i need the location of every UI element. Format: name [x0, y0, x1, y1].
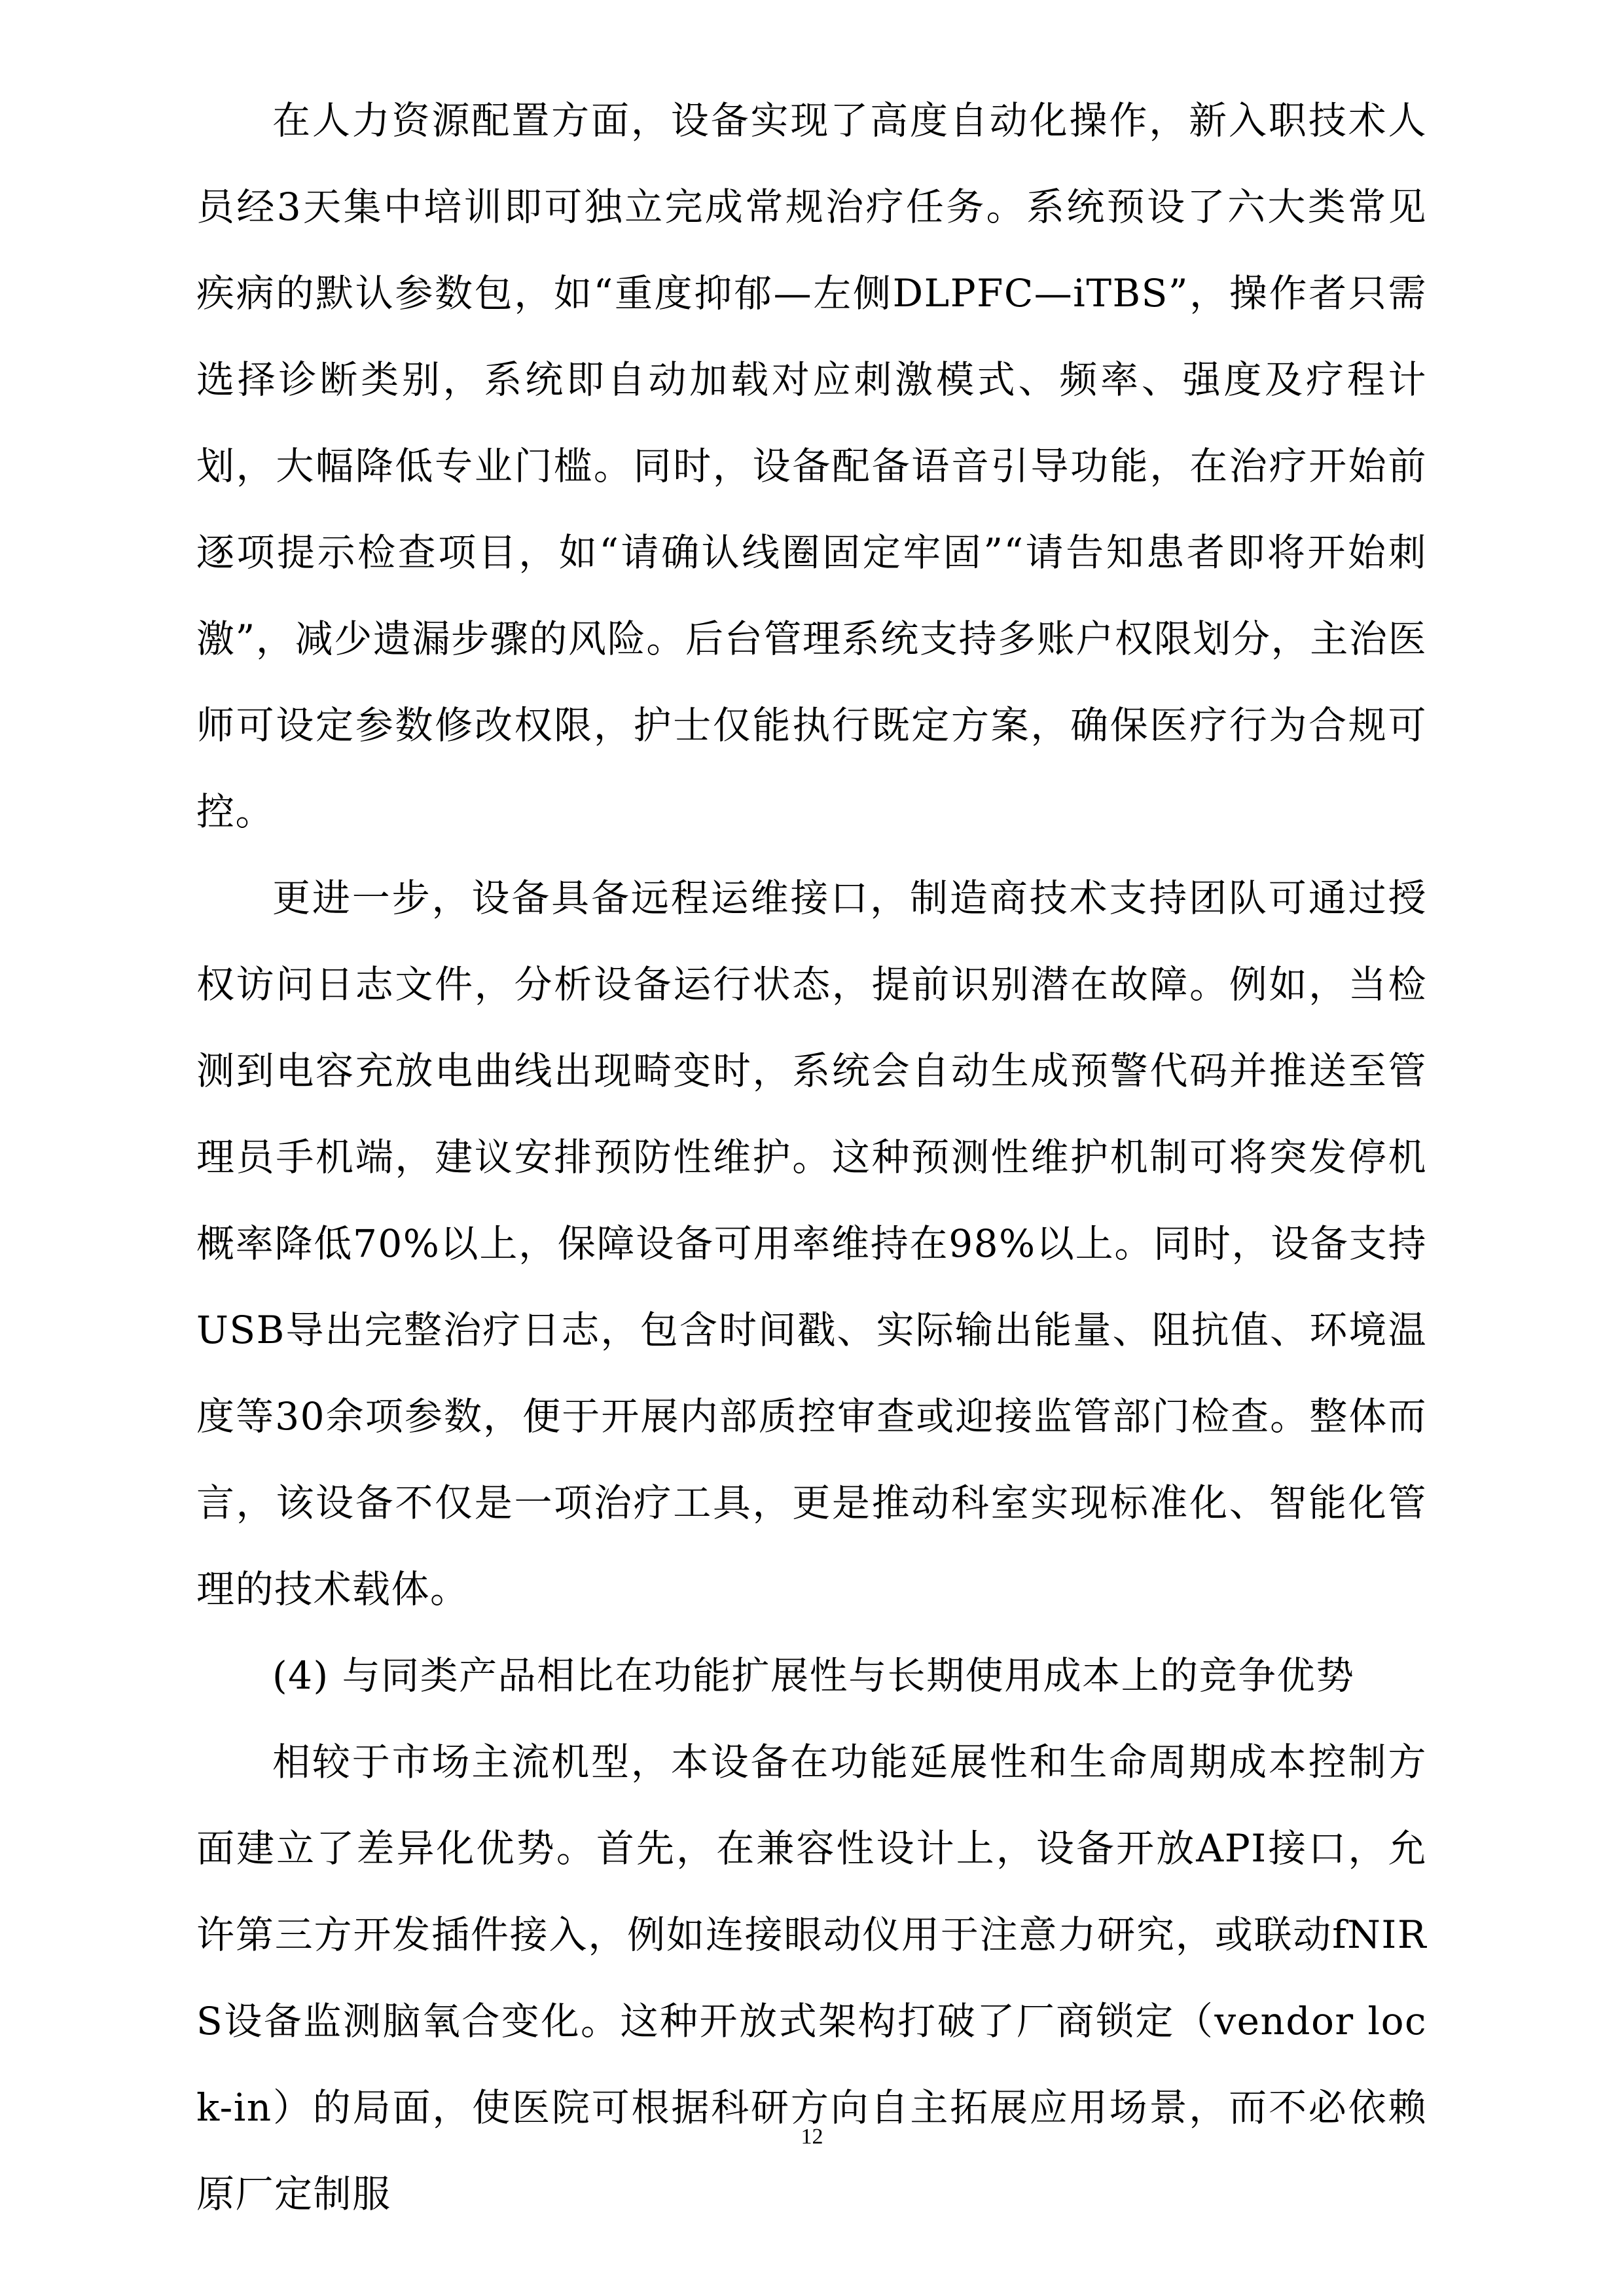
page-number: 12	[801, 2125, 823, 2149]
paragraph-staffing: 在人力资源配置方面，设备实现了高度自动化操作，新入职技术人员经3天集中培训即可独立完成常规治疗任务。系统预设了六大类常见疾病的默认参数包，如“重度抑郁—左侧DLPFC—iTBS”，操作者只需选择诊断类别，系统即自动加载对应刺激模式、频率、强度及疗程计划，大幅降低专业门槛。同时，设备配备语音引导功能，在治疗开始前逐项提示检查项目，如“请确认线圈固定牢固”“请告知患者即将开始刺激”，减少遗漏步骤的风险。后台管理系统支持多账户权限划分，主治医师可设定参数修改权限，护士仅能执行既定方案，确保医疗行为合规可控。	[196, 98, 1427, 834]
body-text	[196, 77, 1427, 2237]
paragraph-competitive-advantage: 相较于市场主流机型，本设备在功能延展性和生命周期成本控制方面建立了差异化优势。首先，在兼容性设计上，设备开放API接口，允许第三方开发插件接入，例如连接眼动仪用于注意力研究，或联动fNIRS设备监测脑氧合变化。这种开放式架构打破了厂商锁定（vendor lock-in）的局面，使医院可根据科研方向自主拓展应用场景，而不必依赖原厂定制服	[196, 1740, 1427, 2216]
paragraph-remote-maintenance: 更进一步，设备具备远程运维接口，制造商技术支持团队可通过授权访问日志文件，分析设备运行状态，提前识别潜在故障。例如，当检测到电容充放电曲线出现畸变时，系统会自动生成预警代码并推送至管理员手机端，建议安排预防性维护。这种预测性维护机制可将突发停机概率降低70%以上，保障设备可用率维持在98%以上。同时，设备支持USB导出完整治疗日志，包含时间戳、实际输出能量、阻抗值、环境温度等30余项参数，便于开展内部质控审查或迎接监管部门检查。整体而言，该设备不仅是一项治疗工具，更是推动科室实现标准化、智能化管理的技术载体。	[196, 876, 1427, 1611]
section-heading: (4) 与同类产品相比在功能扩展性与长期使用成本上的竞争优势	[272, 1653, 1355, 1698]
